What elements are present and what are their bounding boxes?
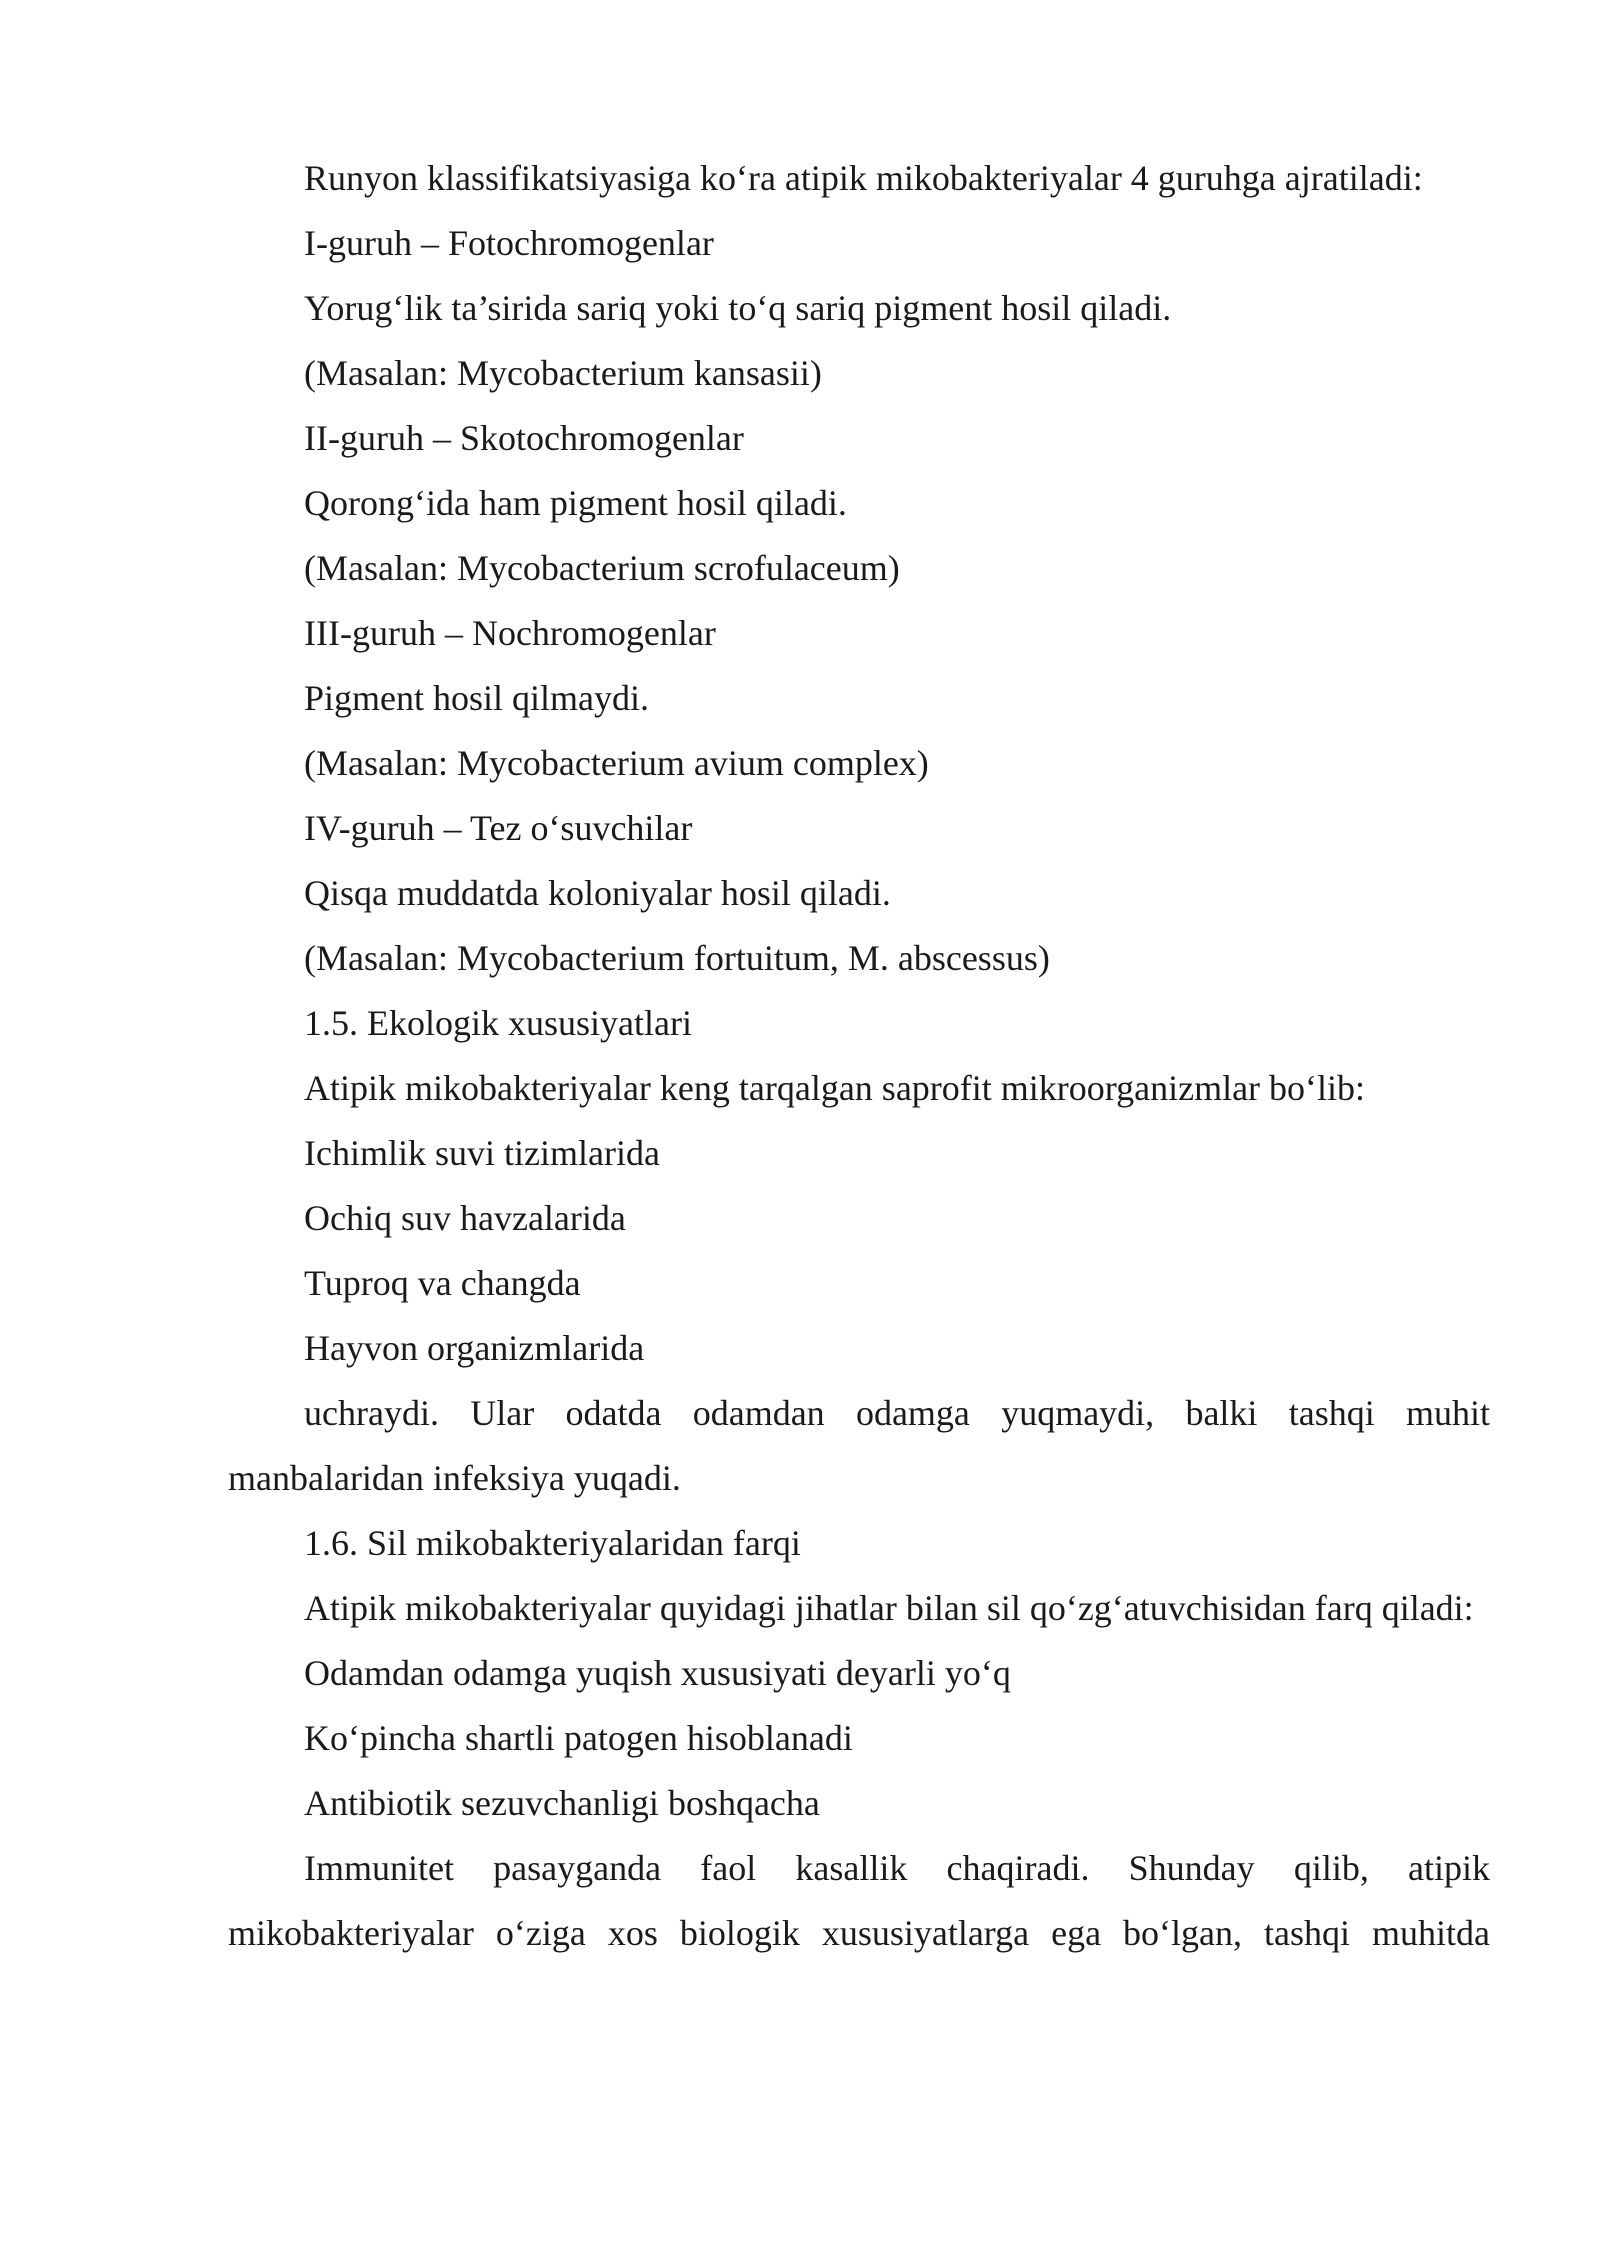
group-2-heading: II-guruh – Skotochromogenlar <box>304 418 744 458</box>
group-1-heading: I-guruh – Fotochromogenlar <box>304 223 714 263</box>
transmission-paragraph: uchraydi. Ular odatda odamdan odamga yuqmaydi, balki tashqi muhit manbalaridan infeksiya yuqadi. <box>228 1393 1490 1498</box>
differences-paragraph: Atipik mikobakteriyalar quyidagi jihatlar bilan sil qo‘zg‘atuvchisidan farq qiladi: <box>304 1588 1474 1628</box>
conclusion-paragraph: Immunitet pasayganda faol kasallik chaqiradi. Shunday qilib, atipik mikobakteriyalar o‘ziga xos biologik xususiyatlarga ega bo‘lgan, tashqi muhitda <box>228 1848 1490 1953</box>
document-body <box>228 146 1490 1966</box>
habitat-item: Tuproq va changda <box>304 1263 581 1303</box>
difference-item: Ko‘pincha shartli patogen hisoblanadi <box>304 1718 853 1758</box>
group-2-description: Qorong‘ida ham pigment hosil qiladi. <box>304 483 847 523</box>
habitat-item: Ichimlik suvi tizimlarida <box>304 1133 660 1173</box>
section-1-6-heading: 1.6. Sil mikobakteriyalaridan farqi <box>304 1523 801 1563</box>
habitat-item: Hayvon organizmlarida <box>304 1328 645 1368</box>
section-1-5-heading: 1.5. Ekologik xususiyatlari <box>304 1003 692 1043</box>
classification-intro: Runyon klassifikatsiyasiga ko‘ra atipik mikobakteriyalar 4 guruhga ajratiladi: <box>304 158 1423 198</box>
group-4-description: Qisqa muddatda koloniyalar hosil qiladi. <box>304 873 891 913</box>
group-3-example: (Masalan: Mycobacterium avium complex) <box>304 743 929 783</box>
group-4-heading: IV-guruh – Tez o‘suvchilar <box>304 808 693 848</box>
group-3-heading: III-guruh – Nochromogenlar <box>304 613 716 653</box>
difference-item: Antibiotik sezuvchanligi boshqacha <box>304 1783 820 1823</box>
habitat-item: Ochiq suv havzalarida <box>304 1198 626 1238</box>
group-4-example: (Masalan: Mycobacterium fortuitum, M. abscessus) <box>304 938 1050 978</box>
difference-item: Odamdan odamga yuqish xususiyati deyarli yo‘q <box>304 1653 1011 1693</box>
group-2-example: (Masalan: Mycobacterium scrofulaceum) <box>304 548 900 588</box>
group-1-description: Yorug‘lik ta’sirida sariq yoki to‘q sariq pigment hosil qiladi. <box>304 288 1172 328</box>
ecology-intro: Atipik mikobakteriyalar keng tarqalgan saprofit mikroorganizmlar bo‘lib: <box>304 1068 1366 1108</box>
group-3-description: Pigment hosil qilmaydi. <box>304 678 650 718</box>
group-1-example: (Masalan: Mycobacterium kansasii) <box>304 353 822 393</box>
